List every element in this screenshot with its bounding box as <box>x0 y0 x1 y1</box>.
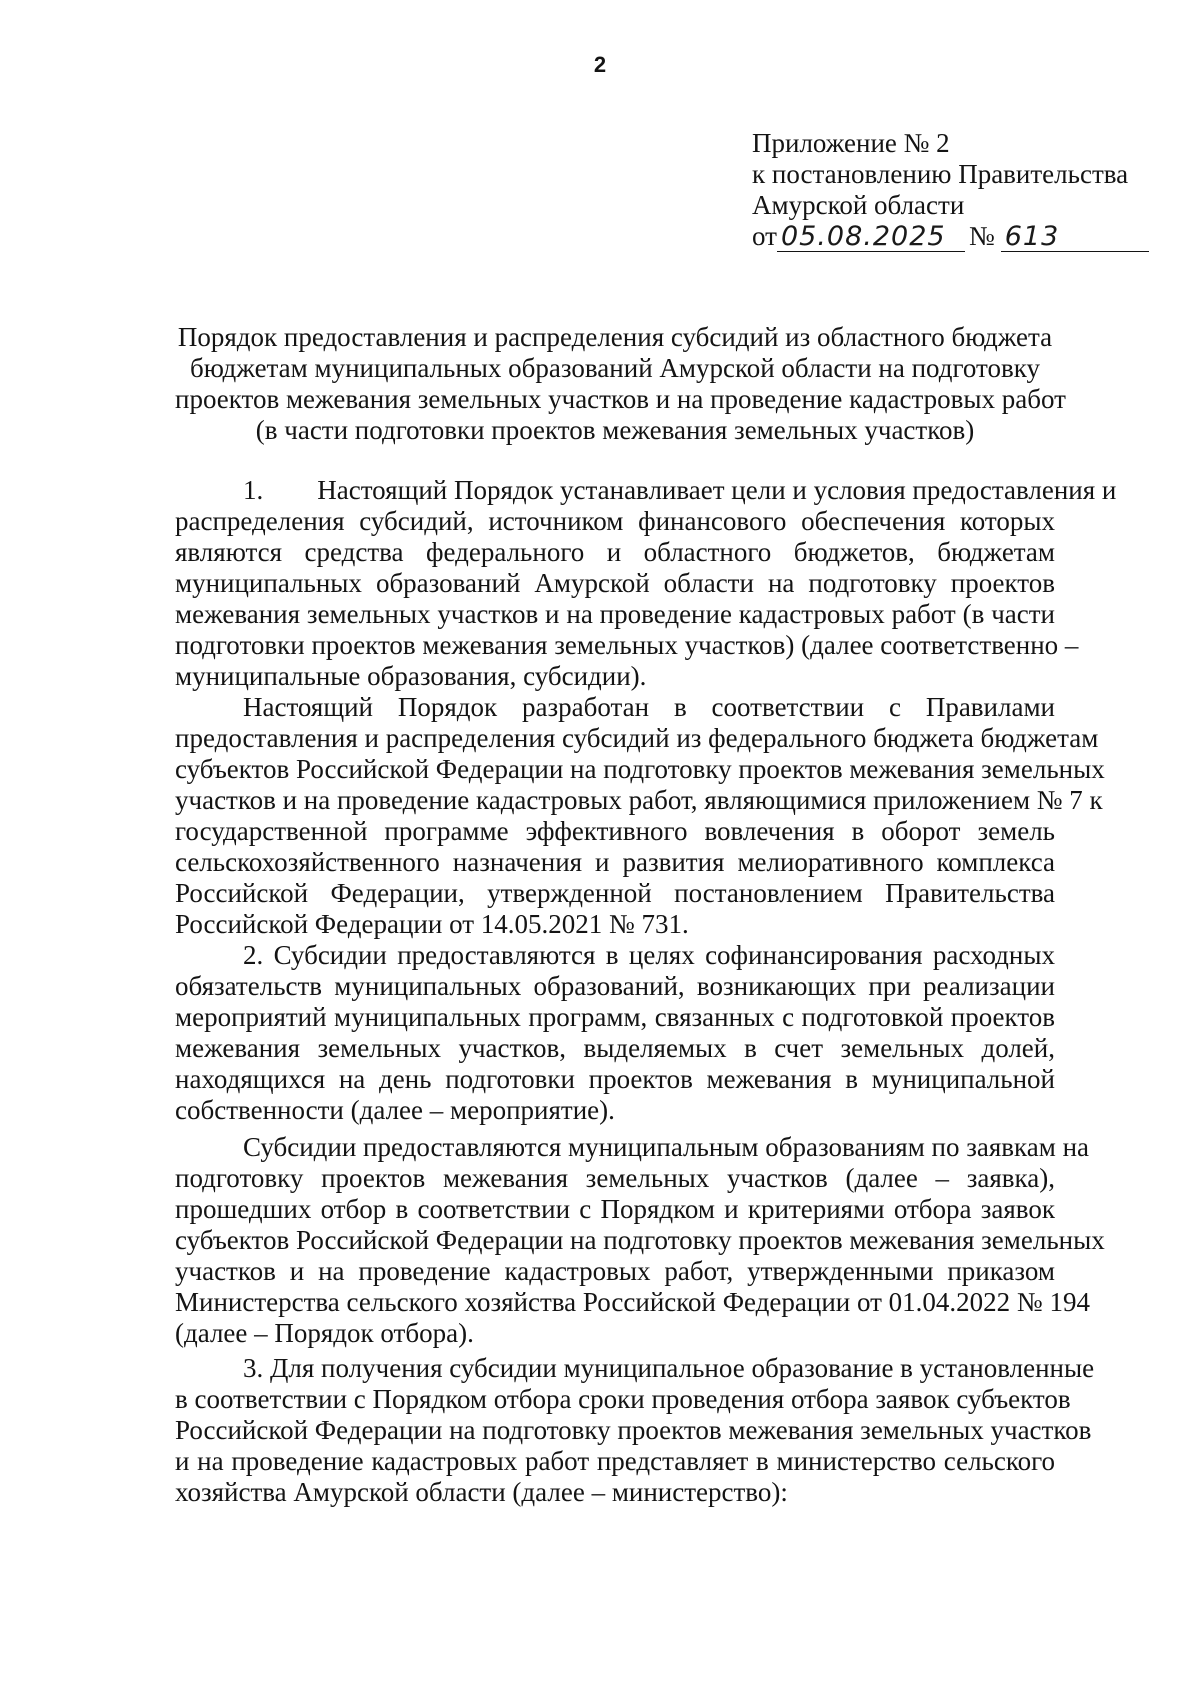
text-line: хозяйства Амурской области (далее – министерство): <box>175 1477 788 1507</box>
number-prefix: № <box>968 221 995 251</box>
text-line: субъектов Российской Федерации на подготовку проектов межевания земельных <box>175 754 1105 784</box>
document-body <box>175 475 1117 1508</box>
text-line: Субсидии предоставляются муниципальным образованиям по заявкам на <box>243 1132 1090 1162</box>
handwritten-number: 613 <box>1001 223 1149 252</box>
text-line: сельскохозяйственного назначения и развития мелиоративного комплекса <box>175 847 1055 877</box>
text-line: находящихся на день подготовки проектов межевания в муниципальной <box>175 1064 1055 1094</box>
title-line: бюджетам муниципальных образований Амурской области на подготовку <box>190 353 1040 383</box>
text-line: в соответствии с Порядком отбора сроки проведения отбора заявок субъектов <box>175 1384 1071 1414</box>
text-line: субъектов Российской Федерации на подготовку проектов межевания земельных <box>175 1225 1105 1255</box>
handwritten-date: 05.08.2025 <box>777 223 965 252</box>
text-line: прошедших отбор в соответствии с Порядком и критериями отбора заявок <box>175 1194 1055 1224</box>
text-line: 3. Для получения субсидии муниципальное образование в установленные <box>243 1353 1095 1383</box>
appendix-line-2: к постановлению Правительства <box>752 159 1129 189</box>
document-title <box>175 322 1066 446</box>
text-line: собственности (далее – мероприятие). <box>175 1095 615 1125</box>
text-line: (далее – Порядок отбора). <box>175 1318 474 1348</box>
text-line: являются средства федерального и областного бюджетов, бюджетам <box>175 537 1055 567</box>
text-line: предоставления и распределения субсидий из федерального бюджета бюджетам <box>175 723 1099 753</box>
text-line: подготовки проектов межевания земельных участков) (далее соответственно – <box>175 630 1079 660</box>
text-line: участков и на проведение кадастровых работ, утвержденными приказом <box>175 1256 1055 1286</box>
text-line: Российской Федерации, утвержденной постановлением Правительства <box>175 878 1055 908</box>
text-line: государственной программе эффективного вовлечения в оборот земель <box>175 816 1055 846</box>
appendix-reference-line <box>752 221 1172 252</box>
title-line: Порядок предоставления и распределения субсидий из областного бюджета <box>177 322 1053 352</box>
text-line: межевания земельных участков и на проведение кадастровых работ (в части <box>175 599 1055 629</box>
appendix-header <box>752 128 1172 252</box>
text-line: мероприятий муниципальных программ, связанных с подготовкой проектов <box>175 1002 1055 1032</box>
text-line: Настоящий Порядок разработан в соответствии с Правилами <box>243 692 1055 722</box>
appendix-line-1: Приложение № 2 <box>752 128 950 158</box>
text-line: 2. Субсидии предоставляются в целях софинансирования расходных <box>243 940 1055 970</box>
text-line: 1. Настоящий Порядок устанавливает цели и условия предоставления и <box>243 475 1117 505</box>
text-line: Российской Федерации от 14.05.2021 № 731. <box>175 909 689 939</box>
title-line: проектов межевания земельных участков и на проведение кадастровых работ <box>175 384 1066 414</box>
date-prefix: от <box>752 221 777 251</box>
paragraph-2 <box>175 692 1105 940</box>
paragraph-5 <box>175 1353 1095 1508</box>
text-line: и на проведение кадастровых работ представляет в министерство сельского <box>175 1446 1055 1476</box>
title-line: (в части подготовки проектов межевания земельных участков) <box>255 415 975 445</box>
appendix-line-3: Амурской области <box>752 190 965 220</box>
text-line: межевания земельных участков, выделяемых в счет земельных долей, <box>175 1033 1055 1063</box>
text-line: подготовку проектов межевания земельных участков (далее – заявка), <box>175 1163 1055 1193</box>
text-line: муниципальных образований Амурской области на подготовку проектов <box>175 568 1055 598</box>
page-number: 2 <box>593 52 607 77</box>
text-line: обязательств муниципальных образований, возникающих при реализации <box>175 971 1055 1001</box>
text-line: распределения субсидий, источником финансового обеспечения которых <box>175 506 1055 536</box>
text-line: участков и на проведение кадастровых работ, являющимися приложением № 7 к <box>175 785 1103 815</box>
paragraph-3 <box>175 940 1055 1126</box>
text-line: Министерства сельского хозяйства Российской Федерации от 01.04.2022 № 194 <box>175 1287 1090 1317</box>
paragraph-4 <box>175 1132 1105 1349</box>
text-line: муниципальные образования, субсидии). <box>175 661 647 691</box>
text-line: Российской Федерации на подготовку проектов межевания земельных участков <box>175 1415 1092 1445</box>
paragraph-1 <box>175 475 1117 692</box>
